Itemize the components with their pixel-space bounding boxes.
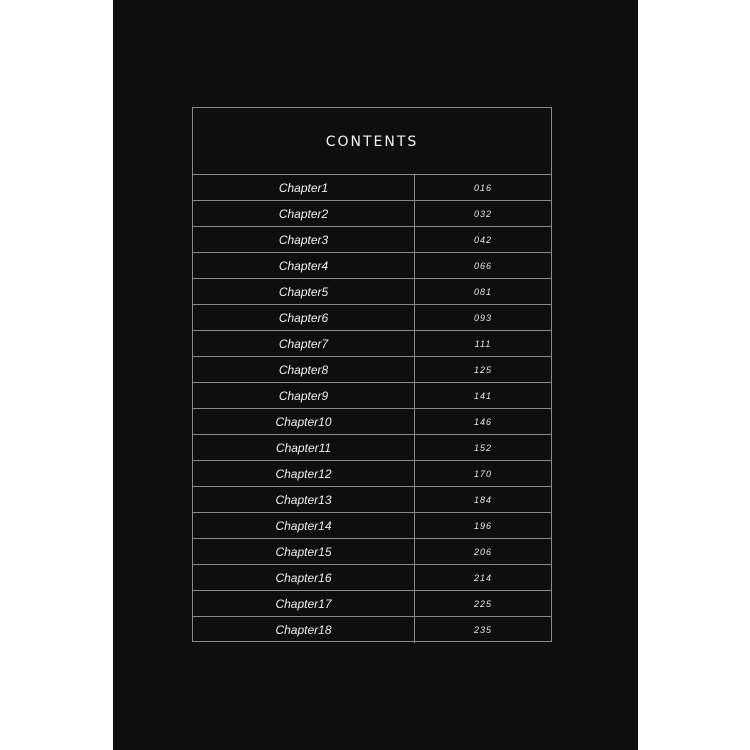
chapter-page-number: 214	[473, 572, 493, 583]
chapter-name: Chapter17	[193, 591, 415, 616]
chapter-row	[193, 383, 551, 409]
contents-table	[192, 107, 552, 642]
chapter-page-number: 093	[473, 312, 493, 323]
chapter-row	[193, 305, 551, 331]
chapter-page-number: 170	[473, 468, 493, 479]
chapter-row	[193, 175, 551, 201]
chapter-page-number: 235	[473, 625, 493, 635]
chapter-name: Chapter2	[193, 201, 415, 226]
chapter-row	[193, 435, 551, 461]
chapter-name: Chapter10	[193, 409, 415, 434]
chapter-page-number: 146	[473, 416, 493, 427]
chapter-name: Chapter12	[193, 461, 415, 486]
chapter-row	[193, 357, 551, 383]
chapter-row	[193, 591, 551, 617]
chapter-row	[193, 539, 551, 565]
contents-header	[193, 108, 551, 175]
chapter-page-number: 111	[474, 338, 492, 349]
chapter-name: Chapter6	[193, 305, 415, 330]
chapter-row	[193, 513, 551, 539]
chapter-name: Chapter16	[193, 565, 415, 590]
chapter-page-number: 042	[473, 234, 493, 245]
chapter-row	[193, 565, 551, 591]
chapter-page-number: 225	[473, 598, 493, 609]
chapter-name: Chapter5	[193, 279, 415, 304]
chapter-name: Chapter9	[193, 383, 415, 408]
chapter-page-number: 032	[473, 208, 493, 219]
chapter-page-number: 125	[473, 364, 493, 375]
chapter-row	[193, 279, 551, 305]
chapter-page-number: 066	[473, 260, 493, 271]
chapter-row	[193, 409, 551, 435]
chapter-name: Chapter15	[193, 539, 415, 564]
chapter-name: Chapter8	[193, 357, 415, 382]
chapter-row	[193, 253, 551, 279]
chapter-page-number: 152	[473, 442, 493, 453]
chapter-name: Chapter14	[193, 513, 415, 538]
chapter-page-number: 141	[473, 390, 493, 401]
chapter-page-number: 184	[473, 494, 493, 505]
chapter-list	[193, 175, 551, 643]
chapter-page-number: 196	[473, 520, 493, 531]
chapter-row	[193, 331, 551, 357]
chapter-row	[193, 617, 551, 643]
chapter-name: Chapter13	[193, 487, 415, 512]
chapter-row	[193, 201, 551, 227]
chapter-page-number: 016	[473, 182, 493, 193]
chapter-name: Chapter11	[193, 435, 415, 460]
chapter-name: Chapter4	[193, 253, 415, 278]
chapter-name: Chapter7	[193, 331, 415, 356]
contents-title: CONTENTS	[325, 134, 419, 150]
chapter-row	[193, 487, 551, 513]
chapter-row	[193, 227, 551, 253]
chapter-name: Chapter3	[193, 227, 415, 252]
chapter-row	[193, 461, 551, 487]
chapter-name: Chapter1	[193, 175, 415, 200]
chapter-name: Chapter18	[193, 617, 415, 643]
chapter-page-number: 081	[473, 286, 493, 297]
chapter-page-number: 206	[473, 546, 493, 557]
